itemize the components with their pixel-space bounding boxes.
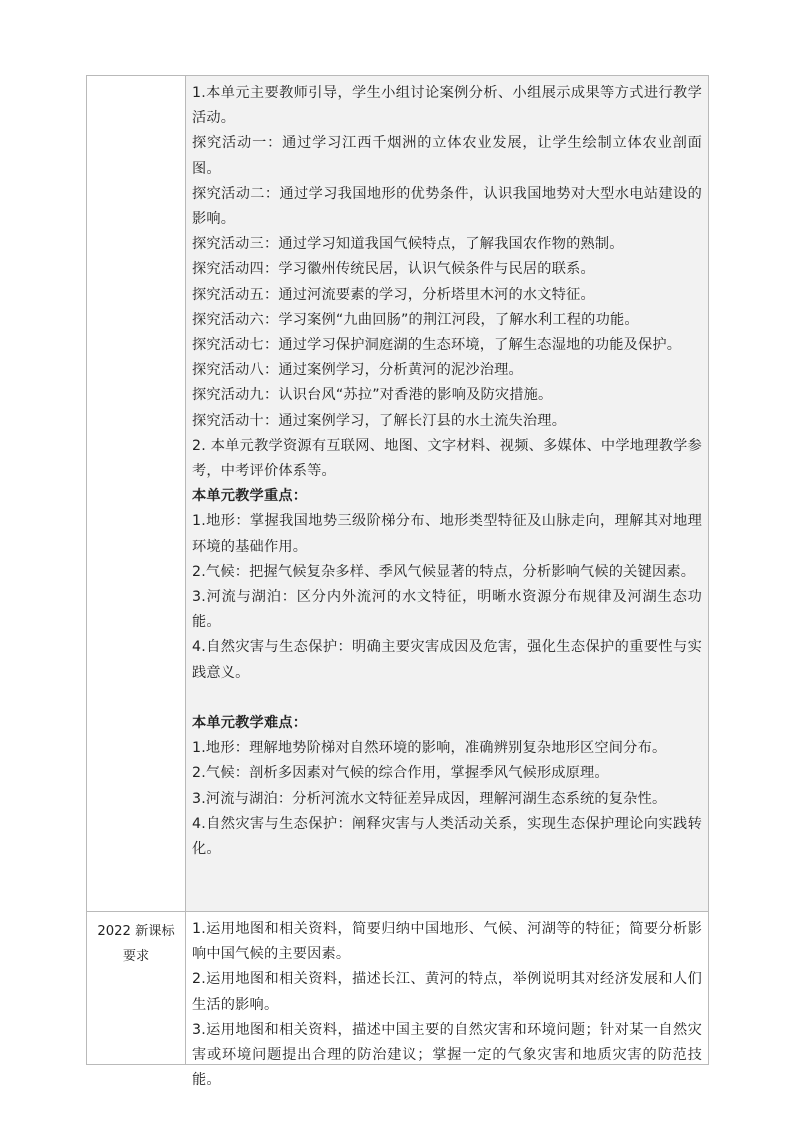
curriculum-table	[86, 75, 709, 1089]
activity-line: 探究活动五：通过河流要素的学习，分析塔里木河的水文特征。	[192, 286, 595, 303]
blank-line	[192, 686, 702, 711]
row-label	[87, 76, 185, 83]
activity-line: 探究活动四：学习徽州传统民居，认识气候条件与民居的联系。	[192, 261, 595, 278]
row-label-cell	[87, 912, 186, 1065]
activity-line: 探究活动八：通过案例学习，分析黄河的泥沙治理。	[192, 362, 523, 379]
curriculum-standard-cell	[186, 912, 709, 1089]
activity-line: 探究活动一：通过学习江西千烟洲的立体农业发展，让学生绘制立体农业剖面图。	[192, 135, 702, 177]
difficult-point: 3.河流与湖泊：分析河流水文特征差异成因，理解河湖生态系统的复杂性。	[192, 790, 667, 807]
standard-line: 3.运用地图和相关资料，描述中国主要的自然灾害和环境问题；针对某一自然灾害或环境问题提出合理的防治建议；掌握一定的气象灾害和地质灾害的防范技能。	[192, 1021, 702, 1089]
table-row-curriculum-standard	[87, 912, 709, 1065]
activity-line: 探究活动十：通过案例学习，了解长汀县的水土流失治理。	[192, 412, 567, 429]
row-label-cell	[87, 76, 186, 912]
activity-line: 探究活动六：学习案例“九曲回肠”的荆江河段，了解水利工程的功能。	[192, 311, 639, 328]
difficult-point: 4.自然灾害与生态保护：阐释灾害与人类活动关系，实现生态保护理论向实践转化。	[192, 815, 702, 858]
key-points-heading: 本单元教学重点：	[192, 488, 308, 505]
difficult-points-heading: 本单元教学难点：	[192, 715, 308, 732]
activity-line: 探究活动三：通过学习知道我国气候特点，了解我国农作物的熟制。	[192, 236, 624, 253]
activity-line: 探究活动七：通过学习保护洞庭湖的生态环境，了解生态湿地的功能及保护。	[192, 337, 682, 354]
table-row-teaching-activities	[87, 76, 709, 912]
curriculum-standard-content	[186, 912, 708, 1089]
teaching-content	[186, 76, 708, 862]
paragraph: 1.本单元主要教师引导，学生小组讨论案例分析、小组展示成果等方式进行教学活动。	[192, 85, 702, 127]
difficult-point: 1.地形：理解地势阶梯对自然环境的影响，准确辨别复杂地形区空间分布。	[192, 740, 667, 757]
difficult-point: 2.气候：剖析多因素对气候的综合作用，掌握季风气候形成原理。	[192, 765, 609, 782]
standard-line: 2.运用地图和相关资料，描述长江、黄河的特点，举例说明其对经济发展和人们生活的影响。	[192, 971, 702, 1013]
paragraph: 2. 本单元教学资源有互联网、地图、文字材料、视频、多媒体、中学地理教学参考，中考评价体系等。	[192, 437, 702, 480]
key-point: 3.河流与湖泊：区分内外流河的水文特征，明晰水资源分布规律及河湖生态功能。	[192, 589, 702, 631]
key-point: 1.地形：掌握我国地势三级阶梯分布、地形类型特征及山脉走向，理解其对地理环境的基础作用。	[192, 513, 702, 555]
teaching-content-cell	[186, 76, 709, 912]
activity-line: 探究活动二：通过学习我国地形的优势条件，认识我国地势对大型水电站建设的影响。	[192, 185, 702, 228]
key-point: 4.自然灾害与生态保护：明确主要灾害成因及危害，强化生态保护的重要性与实践意义。	[192, 639, 702, 681]
standard-line: 1.运用地图和相关资料，简要归纳中国地形、气候、河湖等的特征；简要分析影响中国气候的主要因素。	[192, 921, 702, 963]
activity-line: 探究活动九：认识台风“苏拉”对香港的影响及防灾措施。	[192, 387, 553, 404]
key-point: 2.气候：把握气候复杂多样、季风气候显著的特点，分析影响气候的关键因素。	[192, 563, 696, 580]
curriculum-standard-label: 2022 新课标 要求	[97, 924, 175, 964]
